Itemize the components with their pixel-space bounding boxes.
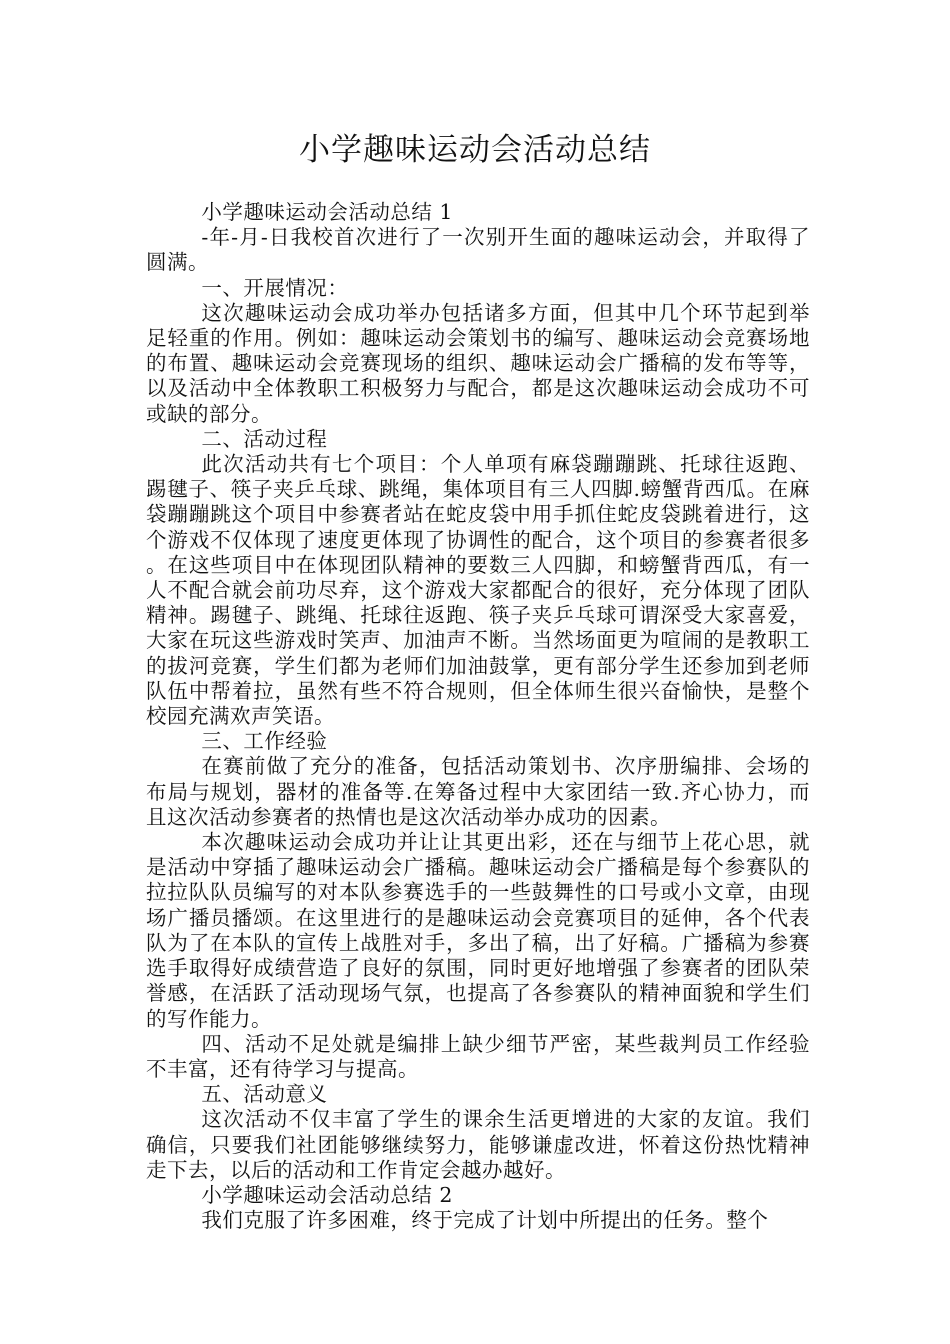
process-paragraph: 此次活动共有七个项目：个人单项有麻袋蹦蹦跳、托球往返跑、踢毽子、筷子夹乒乓球、跳绳，集体项目有三人四脚.螃蟹背西瓜。在麻袋蹦蹦跳这个项目中参赛者站在蛇皮袋中用手抓住蛇皮袋跳着进行，这个游戏不仅体现了速度更体现了协调性的配合，这个项目的参赛者很多。在这些项目中在体现团队精神的要数三人四脚，和螃蟹背西瓜，有一人不配合就会前功尽弃，这个游戏大家都配合的很好，充分体现了团队精神。踢毽子、跳绳、托球往返跑、筷子夹乒乓球可谓深受大家喜爱，大家在玩这些游戏时笑声、加油声不断。当然场面更为喧闹的是教职工的拔河竞赛，学生们都为老师们加油鼓掌，更有部分学生还参加到老师队伍中帮着拉，虽然有些不符合规则，但全体师生很兴奋愉快，是整个校园充满欢声笑语。 [146,452,810,729]
experience-paragraph: 在赛前做了充分的准备，包括活动策划书、次序册编排、会场的布局与规划，器材的准备等.在筹备过程中大家团结一致.齐心协力，而且这次活动参赛者的热情也是这次活动举办成功的因素。 [146,754,810,829]
document-title: 小学趣味运动会活动总结 [299,132,651,168]
section-heading-summary-2: 小学趣味运动会活动总结 2 [201,1182,453,1207]
significance-paragraph: 这次活动不仅丰富了学生的课余生活更增进的大家的友谊。我们确信，只要我们社团能够继续努力，能够谦虚改进，怀着这份热忱精神走下去，以后的活动和工作肯定会越办越好。 [146,1107,810,1182]
shortcomings-paragraph: 四、活动不足处就是编排上缺少细节严密，某些裁判员工作经验不丰富，还有待学习与提高。 [146,1031,810,1081]
section-heading-overview: 一、开展情况： [201,275,349,300]
summary-2-paragraph: 我们克服了许多困难，终于完成了计划中所提出的任务。整个 [201,1208,769,1233]
document-body [146,200,810,1233]
overview-paragraph: 这次趣味运动会成功举办包括诸多方面，但其中几个环节起到举足轻重的作用。例如：趣味运动会策划书的编写、趣味运动会竞赛场地的布置、趣味运动会竞赛现场的组织、趣味运动会广播稿的发布等等，以及活动中全体教职工积极努力与配合，都是这次趣味运动会成功不可或缺的部分。 [146,300,810,426]
section-heading-process: 二、活动过程 [201,426,328,451]
broadcast-paragraph: 本次趣味运动会成功并让让其更出彩，还在与细节上花心思，就是活动中穿插了趣味运动会广播稿。趣味运动会广播稿是每个参赛队的拉拉队队员编写的对本队参赛选手的一些鼓舞性的口号或小文章，由现场广播员播颂。在这里进行的是趣味运动会竞赛项目的延伸，各个代表队为了在本队的宣传上战胜对手，多出了稿，出了好稿。广播稿为参赛选手取得好成绩营造了良好的氛围，同时更好地增强了参赛者的团队荣誉感，在活跃了活动现场气氛，也提高了各参赛队的精神面貌和学生们的写作能力。 [146,830,810,1031]
intro-paragraph: -年-月-日我校首次进行了一次别开生面的趣味运动会，并取得了圆满。 [146,225,810,275]
section-heading-experience: 三、工作经验 [201,729,328,754]
section-heading-significance: 五、活动意义 [201,1082,328,1107]
section-heading-summary-1: 小学趣味运动会活动总结 1 [201,200,453,224]
